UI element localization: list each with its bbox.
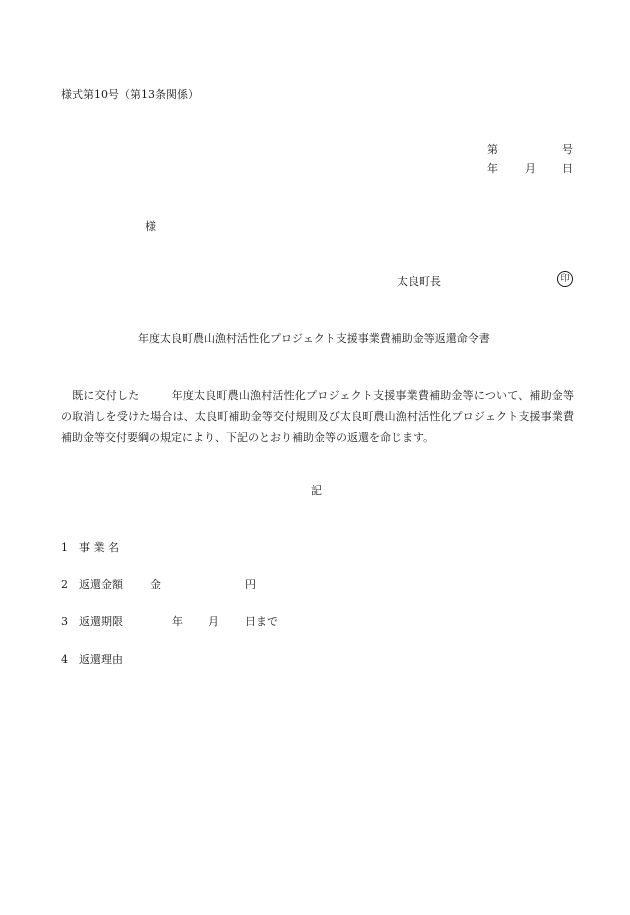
- deadline-year-label: 年: [172, 615, 183, 628]
- list-item: [61, 651, 123, 667]
- item-number: 1: [61, 541, 68, 554]
- body-paragraph: [61, 385, 574, 448]
- issuer-name: 太良町長: [397, 275, 441, 288]
- item-label: 返還期限: [79, 615, 123, 628]
- amount-en-label: 円: [245, 578, 256, 591]
- date-month-label: 月: [525, 162, 536, 175]
- document-number-prefix: 第: [487, 143, 498, 156]
- amount-kin-label: 金: [150, 578, 161, 591]
- item-number: 3: [61, 615, 68, 628]
- item-label: 返還金額: [79, 578, 123, 591]
- item-label: 返還理由: [79, 653, 123, 666]
- form-id: 様式第10号（第13条関係）: [61, 88, 199, 101]
- item-number: 2: [61, 578, 68, 591]
- document-title: 年度太良町農山漁村活性化プロジェクト支援事業費補助金等返還命令書: [138, 332, 490, 345]
- item-label: 事 業 名: [79, 541, 119, 554]
- document-number-suffix: 号: [562, 143, 573, 156]
- body-lead: 既に交付した: [72, 389, 140, 402]
- list-item: [61, 576, 123, 592]
- list-item: [61, 613, 123, 629]
- addressee-honorific: 様: [145, 220, 156, 233]
- body-rest: 年度太良町農山漁村活性化プロジェクト支援事業費補助金等について、補助金等の取消しを受けた場合は、太良町補助金等交付規則及び太良町農山漁村活性化プロジェクト支援事業費補助金等交付要綱の規定により、下記のとおり補助金等の返還を命じます。: [61, 389, 575, 444]
- list-item: [61, 539, 119, 555]
- ki-heading: 記: [311, 484, 322, 497]
- deadline-day-label: 日まで: [245, 615, 278, 628]
- date-day-label: 日: [562, 162, 573, 175]
- date-year-label: 年: [487, 162, 498, 175]
- item-number: 4: [61, 653, 68, 666]
- seal-icon: 印: [557, 271, 573, 287]
- deadline-month-label: 月: [208, 615, 219, 628]
